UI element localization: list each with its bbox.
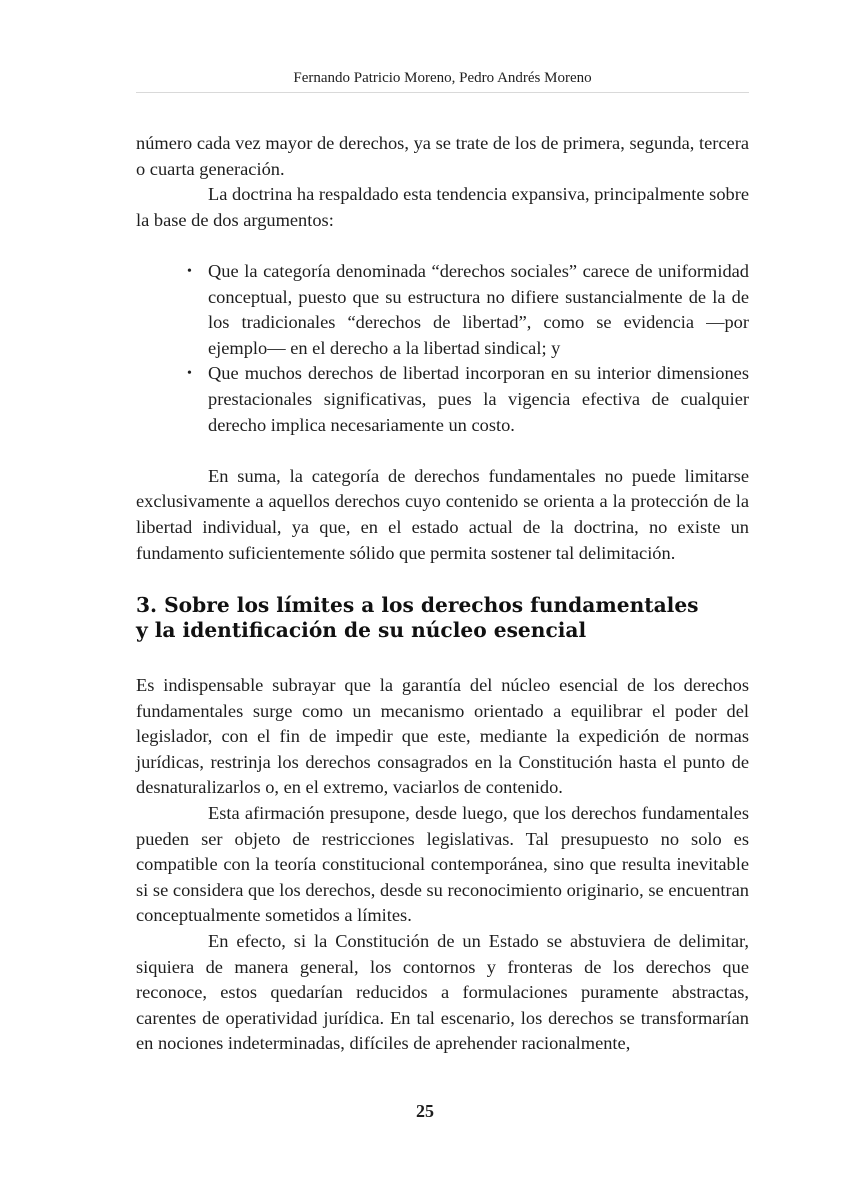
section-paragraph: En efecto, si la Constitución de un Estado se abstuviera de delimitar, siquiera de manera general, los contornos y fronteras de los derechos que reconoce, estos quedarían reducidos a formulaciones puramente abstractas, carentes de operatividad jurídica. En tal escenario, los derechos se transformarían en nociones indeterminadas, difíciles de aprehender racionalmente, [136, 931, 749, 1054]
section-heading-line2: y la identificación de su núcleo esencial [136, 618, 587, 643]
section-paragraph: Es indispensable subrayar que la garantía del núcleo esencial de los derechos fundamentales surge como un mecanismo orientado a equilibrar el poder del legislador, con el fin de impedir que este, mediante la expedición de normas jurídicas, restrinja los derechos consagrados en la Constitución hasta el punto de desnaturalizarlos o, en el extremo, vaciarlos de contenido. [136, 675, 749, 798]
header-divider [136, 92, 749, 93]
section-paragraph: Esta afirmación presupone, desde luego, que los derechos fundamentales pueden ser objeto de restricciones legislativas. Tal presupuesto no solo es compatible con la teoría constitucional contemporánea, sino que resulta inevitable si se considera que los derechos, desde su reconocimiento originario, se encuentran conceptualmente sometidos a límites. [136, 803, 749, 926]
list-item: • Que la categoría denominada “derechos sociales” carece de uniformidad conceptual, puesto que su estructura no difiere sustancialmente de la de los tradicionales “derechos de libertad”, como se evidencia —por ejemplo— en el derecho a la libertad sindical; y [208, 259, 749, 361]
section-heading [136, 593, 749, 643]
page-number: 25 [416, 1101, 434, 1121]
page-body [136, 131, 749, 1057]
header-authors: Fernando Patricio Moreno, Pedro Andrés Moreno [293, 70, 592, 86]
paragraph-doctrine: La doctrina ha respaldado esta tendencia expansiva, principalmente sobre la base de dos argumentos: [136, 184, 749, 230]
running-header [136, 68, 749, 88]
list-item: • Que muchos derechos de libertad incorporan en su interior dimensiones prestacionales significativas, pues la vigencia efectiva de cualquier derecho implica necesariamente un costo. [208, 361, 749, 438]
paragraph-continuation: número cada vez mayor de derechos, ya se trate de los de primera, segunda, tercera o cuarta generación. [136, 133, 749, 179]
paragraph-summary: En suma, la categoría de derechos fundamentales no puede limitarse exclusivamente a aquellos derechos cuyo contenido se orienta a la protección de la libertad individual, ya que, en el estado actual de la doctrina, no existe un fundamento suficientemente sólido que permita sostener tal delimitación. [136, 465, 749, 563]
argument-list [136, 259, 749, 438]
section-heading-line1: 3. Sobre los límites a los derechos fundamentales [136, 593, 699, 618]
